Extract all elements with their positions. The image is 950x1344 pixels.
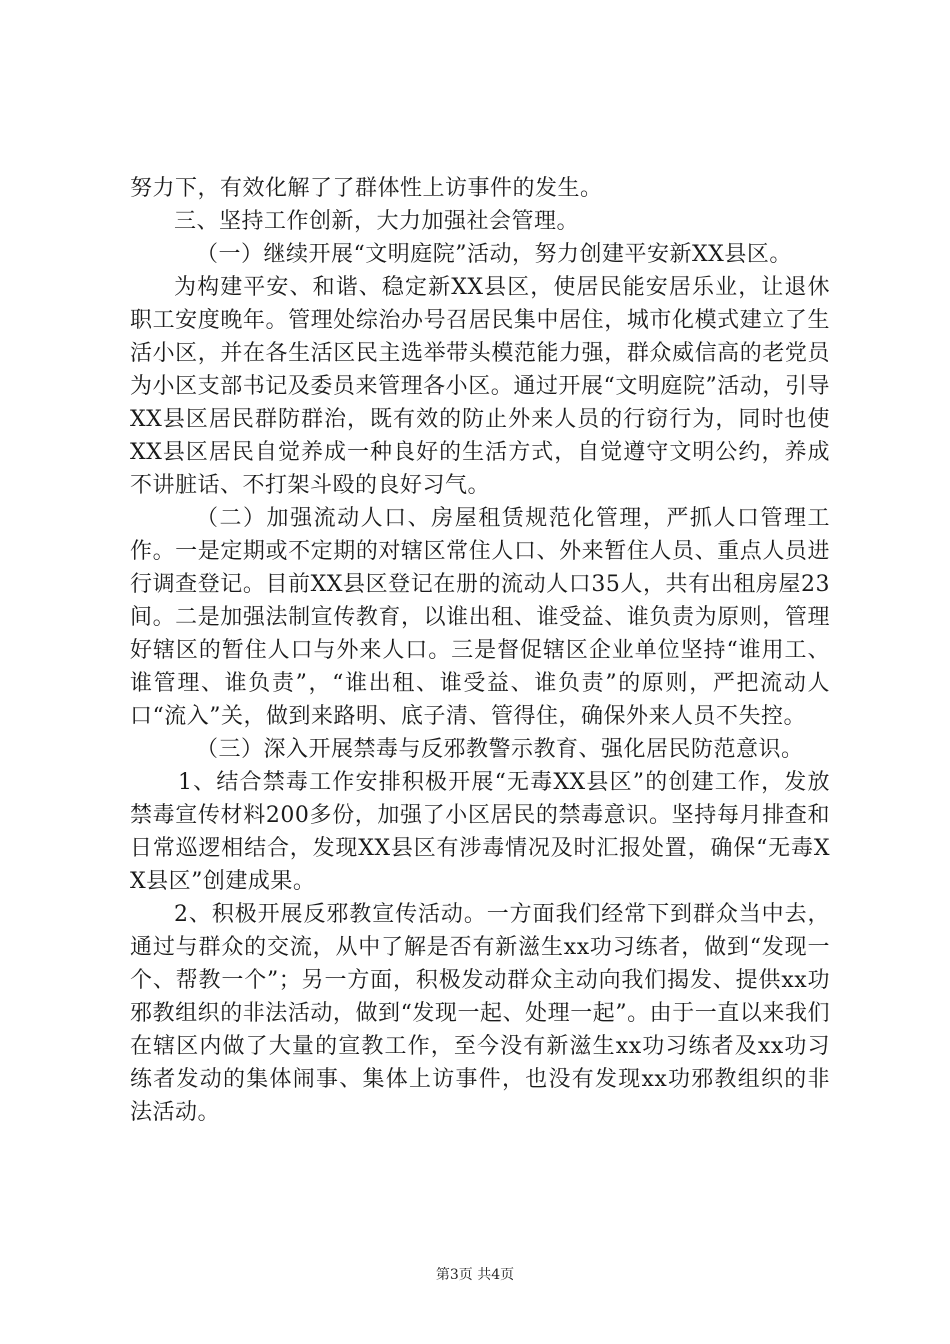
paragraph-anti-drug: 1、结合禁毒工作安排积极开展“无毒XX县区”的创建工作，发放禁毒宣传材料200多份，加强了小区居民的禁毒意识。坚持每月排查和日常巡逻相结合，发现XX县区有涉毒情况及时汇报处置，确保“无毒XX县区”创建成果。	[130, 770, 830, 894]
section-heading-3: 三、坚持工作创新，大力加强社会管理。	[174, 209, 580, 234]
page-footer: 第3页 共4页	[435, 1267, 515, 1283]
document-body	[130, 172, 830, 1129]
paragraph-floating-population: （二）加强流动人口、房屋租赁规范化管理，严抓人口管理工作。一是定期或不定期的对辖区常住人口、外来暂住人员、重点人员进行调查登记。目前XX县区登记在册的流动人口35人，共有出租房屋23间。二是加强法制宣传教育，以谁出租、谁受益、谁负责为原则，管理好辖区的暂住人口与外来人口。三是督促辖区企业单位坚持“谁用工、谁管理、谁负责”，“谁出租、谁受益、谁负责”的原则，严把流动人口“流入”关，做到来路明、底子清、管得住，确保外来人员不失控。	[130, 506, 830, 729]
subsection-heading-1: （一）继续开展“文明庭院”活动，努力创建平安新XX县区。	[196, 242, 792, 267]
paragraph-continuation: 努力下，有效化解了了群体性上访事件的发生。	[130, 176, 603, 201]
subsection-heading-3: （三）深入开展禁毒与反邪教警示教育、强化居民防范意识。	[196, 737, 804, 762]
paragraph-anti-cult: 2、积极开展反邪教宣传活动。一方面我们经常下到群众当中去，通过与群众的交流，从中了解是否有新滋生xx功习练者，做到“发现一个、帮教一个”；另一方面，积极发动群众主动向我们揭发、提供xx功邪教组织的非法活动，做到“发现一起、处理一起”。由于一直以来我们在辖区内做了大量的宣教工作，至今没有新滋生xx功习练者及xx功习练者发动的集体闹事、集体上访事件，也没有发现xx功邪教组织的非法活动。	[130, 902, 830, 1125]
paragraph-civilized-courtyard: 为构建平安、和谐、稳定新XX县区，使居民能安居乐业，让退休职工安度晚年。管理处综治办号召居民集中居住，城市化模式建立了生活小区，并在各生活区民主选举带头模范能力强，群众威信高的老党员为小区支部书记及委员来管理各小区。通过开展“文明庭院”活动，引导XX县区居民群防群治，既有效的防止外来人员的行窃行为，同时也使XX县区居民自觉养成一种良好的生活方式，自觉遵守文明公约，养成不讲脏话、不打架斗殴的良好习气。	[130, 275, 830, 498]
